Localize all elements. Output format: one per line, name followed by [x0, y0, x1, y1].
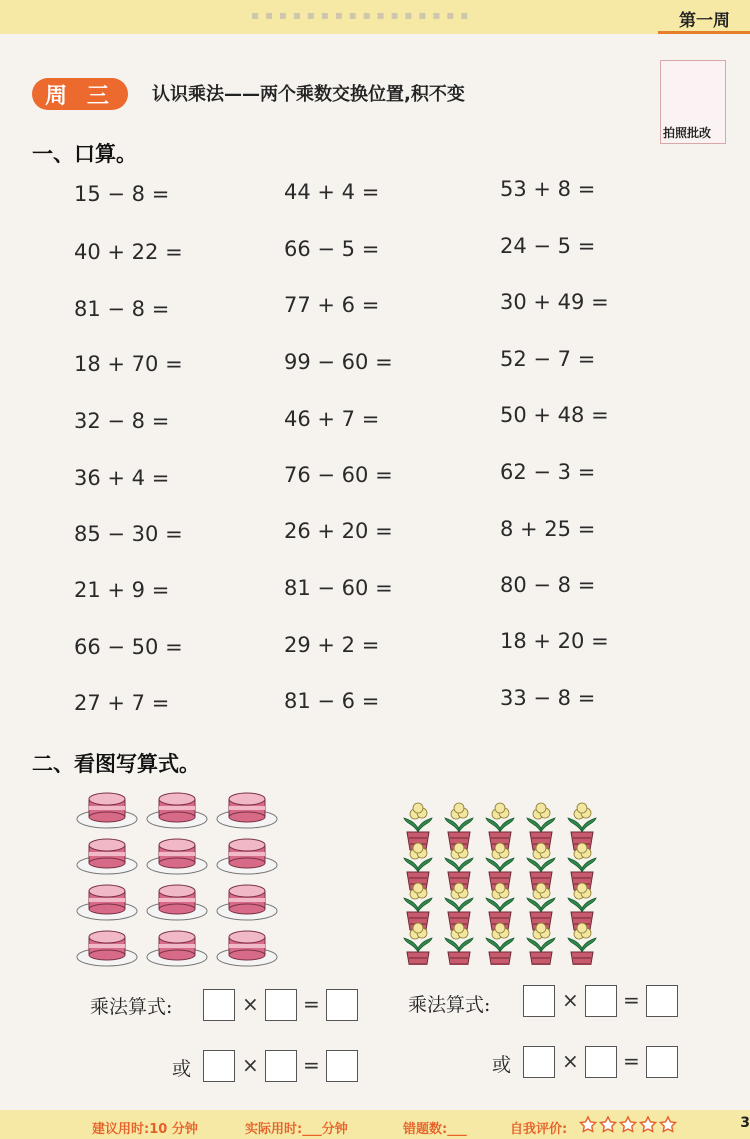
math-question: 53 + 8 =: [500, 177, 596, 201]
math-question: 62 − 3 =: [500, 460, 596, 484]
page-number: 3: [740, 1115, 750, 1131]
left-times-sign: ×: [242, 992, 259, 1016]
rating-star-icon[interactable]: [580, 1117, 595, 1132]
math-question: 8 + 25 =: [500, 517, 596, 541]
potted-plants-illustration: [398, 800, 608, 965]
right-answer-box-5[interactable]: [585, 1046, 617, 1078]
right-answer-box-3[interactable]: [646, 985, 678, 1017]
right-or-label: 或: [492, 1054, 512, 1076]
self-evaluation-label: 自我评价:: [510, 1122, 568, 1137]
math-question: 27 + 7 =: [74, 691, 170, 715]
math-question: 18 + 20 =: [500, 629, 609, 653]
math-question: 81 − 60 =: [284, 576, 393, 600]
math-question: 30 + 49 =: [500, 290, 609, 314]
left-answer-box-3[interactable]: [326, 989, 358, 1021]
cake-icon: [77, 793, 137, 828]
math-question: 46 + 7 =: [284, 407, 380, 431]
math-question: 99 − 60 =: [284, 350, 393, 374]
math-question: 50 + 48 =: [500, 403, 609, 427]
cake-icon: [77, 885, 137, 920]
right-answer-box-1[interactable]: [523, 985, 555, 1017]
right-answer-box-4[interactable]: [523, 1046, 555, 1078]
left-equals-sign-2: =: [303, 1053, 320, 1077]
suggested-time: 建议用时:10 分钟: [92, 1122, 198, 1137]
math-question: 85 − 30 =: [74, 522, 183, 546]
math-question: 66 − 50 =: [74, 635, 183, 659]
cake-icon: [217, 931, 277, 966]
left-times-sign-2: ×: [242, 1053, 259, 1077]
right-times-sign: ×: [562, 988, 579, 1012]
bleed-through-text: ▪ ▪ ▪ ▪ ▪ ▪ ▪ ▪ ▪ ▪ ▪ ▪ ▪ ▪ ▪ ▪: [250, 8, 469, 22]
math-question: 77 + 6 =: [284, 293, 380, 317]
cake-icon: [77, 839, 137, 874]
cake-icon: [217, 839, 277, 874]
math-question: 36 + 4 =: [74, 466, 170, 490]
math-question: 40 + 22 =: [74, 240, 183, 264]
math-question: 76 − 60 =: [284, 463, 393, 487]
left-multiplication-label: 乘法算式:: [90, 996, 173, 1018]
right-answer-box-2[interactable]: [585, 985, 617, 1017]
potted-plant-icon: [527, 923, 555, 965]
cake-icon: [77, 931, 137, 966]
math-question: 21 + 9 =: [74, 578, 170, 602]
math-question: 32 − 8 =: [74, 409, 170, 433]
potted-plant-icon: [445, 923, 473, 965]
cake-icon: [217, 885, 277, 920]
math-question: 26 + 20 =: [284, 519, 393, 543]
math-question: 18 + 70 =: [74, 352, 183, 376]
math-question: 81 − 6 =: [284, 689, 380, 713]
right-equals-sign-2: =: [623, 1049, 640, 1073]
week-underline: [658, 31, 750, 34]
week-label: 第一周: [679, 11, 730, 31]
error-count: 错题数:___: [403, 1122, 467, 1137]
potted-plant-icon: [486, 923, 514, 965]
left-or-label: 或: [172, 1058, 192, 1080]
left-answer-box-6[interactable]: [326, 1050, 358, 1082]
section-2-title: 二、看图写算式。: [32, 752, 200, 776]
rating-star-icon[interactable]: [640, 1117, 655, 1132]
math-question: 66 − 5 =: [284, 237, 380, 261]
cake-icon: [147, 931, 207, 966]
math-question: 29 + 2 =: [284, 633, 380, 657]
cake-icon: [217, 793, 277, 828]
right-times-sign-2: ×: [562, 1049, 579, 1073]
actual-time: 实际用时:___分钟: [245, 1122, 348, 1137]
left-answer-box-5[interactable]: [265, 1050, 297, 1082]
cake-icon: [147, 885, 207, 920]
math-question: 33 − 8 =: [500, 686, 596, 710]
left-answer-box-1[interactable]: [203, 989, 235, 1021]
right-answer-box-6[interactable]: [646, 1046, 678, 1078]
math-question: 15 − 8 =: [74, 182, 170, 206]
cake-icon: [147, 793, 207, 828]
day-badge: 周 三: [32, 78, 128, 110]
math-question: 24 − 5 =: [500, 234, 596, 258]
right-equals-sign: =: [623, 988, 640, 1012]
photo-grade-label[interactable]: 拍照批改: [663, 126, 712, 140]
right-multiplication-label: 乘法算式:: [408, 994, 491, 1016]
self-evaluation-stars[interactable]: [578, 1115, 682, 1135]
math-question: 44 + 4 =: [284, 180, 380, 204]
rating-star-icon[interactable]: [660, 1117, 675, 1132]
potted-plant-icon: [568, 923, 596, 965]
math-question: 80 − 8 =: [500, 573, 596, 597]
rating-star-icon[interactable]: [620, 1117, 635, 1132]
left-answer-box-4[interactable]: [203, 1050, 235, 1082]
rating-star-icon[interactable]: [600, 1117, 615, 1132]
section-1-title: 一、口算。: [32, 142, 137, 166]
cake-icon: [147, 839, 207, 874]
left-answer-box-2[interactable]: [265, 989, 297, 1021]
left-equals-sign: =: [303, 992, 320, 1016]
potted-plant-icon: [404, 923, 432, 965]
math-question: 52 − 7 =: [500, 347, 596, 371]
cakes-illustration: [70, 785, 300, 970]
lesson-title: 认识乘法——两个乘数交换位置,积不变: [152, 84, 465, 105]
math-question: 81 − 8 =: [74, 297, 170, 321]
